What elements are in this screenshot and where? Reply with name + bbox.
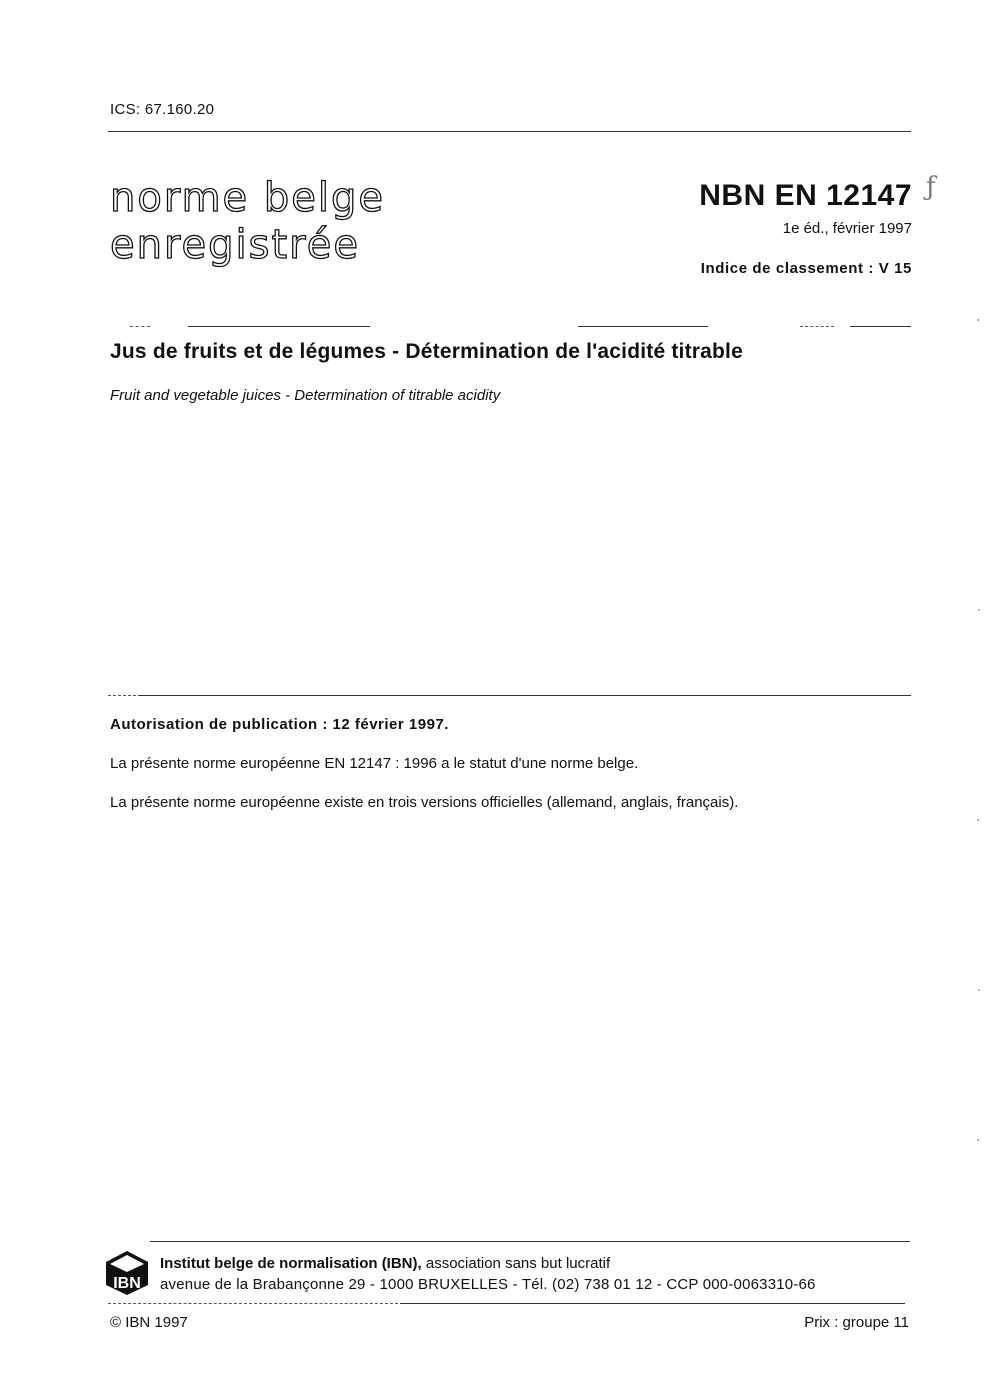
authorisation-sep: :: [322, 716, 328, 733]
title-english: Fruit and vegetable juices - Determination of titrable acidity: [110, 387, 501, 404]
authorisation-date: 12 février 1997.: [332, 716, 449, 733]
institute-address: avenue de la Brabançonne 29 - 1000 BRUXELLES - Tél. (02) 738 01 12 - CCP 000-0063310-66: [160, 1276, 816, 1293]
corner-mark: ƒ: [926, 172, 936, 202]
copyright: © IBN 1997: [110, 1314, 188, 1331]
classification-value: V 15: [878, 260, 912, 277]
scan-speckle: [968, 300, 982, 1200]
title-divider-segment: [130, 326, 150, 327]
institute-line: [160, 1255, 610, 1272]
footer-top-divider: [150, 1241, 910, 1242]
brand-line-1: norme belge: [110, 175, 385, 221]
footer-bottom-divider: [108, 1303, 398, 1304]
header-divider: [108, 131, 911, 132]
versions-paragraph: La présente norme européenne existe en trois versions officielles (allemand, anglais, français).: [110, 794, 739, 811]
classification-index: [701, 260, 912, 277]
brand-line-2: enregistrée: [110, 222, 360, 268]
standard-number: NBN EN 12147: [699, 179, 912, 212]
title-divider-segment: [578, 326, 708, 327]
title-divider-segment: [850, 326, 911, 327]
body-divider-segment: [108, 695, 136, 696]
institute-name: Institut belge de normalisation (IBN),: [160, 1255, 422, 1272]
price-group: Prix : groupe 11: [804, 1314, 909, 1331]
institute-description: association sans but lucratif: [425, 1255, 611, 1272]
status-paragraph: La présente norme européenne EN 12147 : 1996 a le statut d'une norme belge.: [110, 755, 639, 772]
ics-code: ICS: 67.160.20: [110, 101, 215, 118]
title-french: Jus de fruits et de légumes - Détermination de l'acidité titrable: [110, 340, 743, 363]
edition-date: 1e éd., février 1997: [782, 220, 912, 237]
ibn-logo-text: IBN: [113, 1275, 141, 1292]
authorisation-line: [110, 716, 449, 733]
authorisation-label: Autorisation de publication: [110, 716, 318, 733]
ibn-logo-icon: [104, 1250, 150, 1296]
title-divider-segment: [800, 326, 834, 327]
title-divider-segment: [188, 326, 370, 327]
classification-label: Indice de classement :: [700, 260, 874, 277]
body-divider: [138, 695, 911, 696]
footer-bottom-divider: [400, 1303, 905, 1304]
